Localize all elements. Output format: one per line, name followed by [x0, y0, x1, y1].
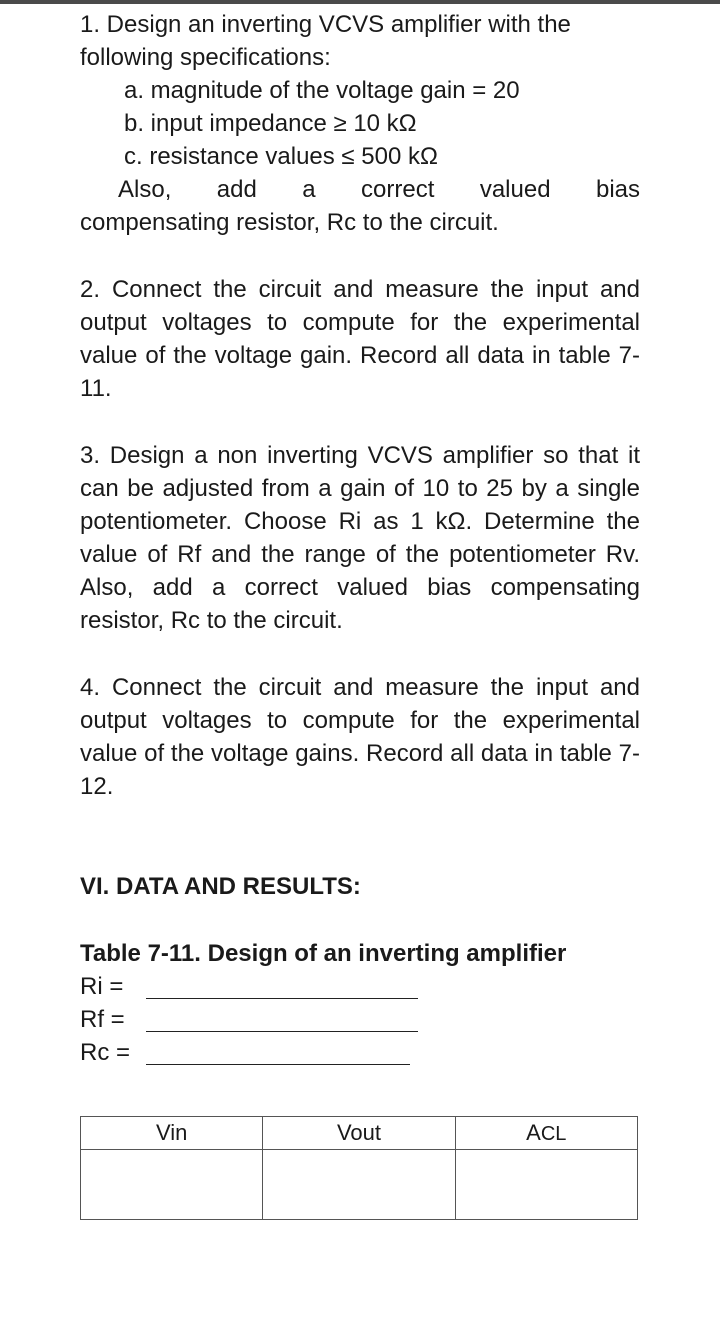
table-cell-vout[interactable] [263, 1150, 455, 1220]
spec-a: a. magnitude of the voltage gain = 20 [124, 77, 520, 104]
also-word: correct [361, 176, 435, 203]
table-header-row [81, 1117, 638, 1150]
item-1 [80, 8, 640, 239]
header-acl-sub: CL [540, 1123, 567, 1145]
table-cell-acl[interactable] [455, 1150, 637, 1220]
section-heading: VI. DATA AND RESULTS: [80, 873, 361, 900]
also-word: add [216, 176, 257, 203]
fill-in-blank[interactable] [146, 1009, 418, 1032]
field-label: Rc = [80, 1039, 131, 1066]
item-2: 2. Connect the circuit and measure the input and output voltages to compute for the experimental value of the voltage gain. Record all data in table 7-11. [80, 276, 640, 402]
field-row-ri [80, 970, 640, 1003]
field-label: Ri = [80, 973, 124, 1000]
fill-in-blank[interactable] [146, 976, 418, 999]
also-word: bias [595, 176, 640, 203]
table-cell-vin[interactable] [81, 1150, 263, 1220]
spec-c: c. resistance values ≤ 500 kΩ [124, 143, 438, 170]
table-row [81, 1150, 638, 1220]
item-1-line-1: 1. Design an inverting VCVS amplifier with the [80, 11, 571, 38]
also-word: Also, [118, 176, 172, 203]
item-1-line-2: following specifications: [80, 44, 331, 71]
item-3: 3. Design a non inverting VCVS amplifier so that it can be adjusted from a gain of 10 to 25 by a single potentiometer. Choose Ri as 1 kΩ. Determine the value of Rf and the range of the potentiometer Rv. Also, add a correct valued bias compensating resistor, Rc to the circuit. [80, 442, 640, 634]
also-word: valued [479, 176, 551, 203]
document-body [80, 8, 640, 1069]
fields-list [80, 970, 640, 1069]
field-label: Rf = [80, 1006, 125, 1033]
data-table [80, 1116, 638, 1220]
header-acl-main: A [526, 1120, 541, 1145]
top-rule [0, 0, 720, 4]
field-row-rf [80, 1003, 640, 1036]
field-row-rc [80, 1036, 640, 1069]
header-vout: Vout [263, 1117, 455, 1150]
also-line [80, 173, 640, 206]
also-word: a [302, 176, 316, 203]
item-4: 4. Connect the circuit and measure the input and output voltages to compute for the experimental value of the voltage gains. Record all data in table 7-12. [80, 674, 640, 800]
fill-in-blank[interactable] [146, 1042, 410, 1065]
table-title: Table 7-11. Design of an inverting amplifier [80, 940, 567, 967]
header-acl [455, 1117, 637, 1150]
spec-b: b. input impedance ≥ 10 kΩ [124, 110, 417, 137]
item-1-line-final: compensating resistor, Rc to the circuit. [80, 209, 499, 236]
header-vin: Vin [81, 1117, 263, 1150]
